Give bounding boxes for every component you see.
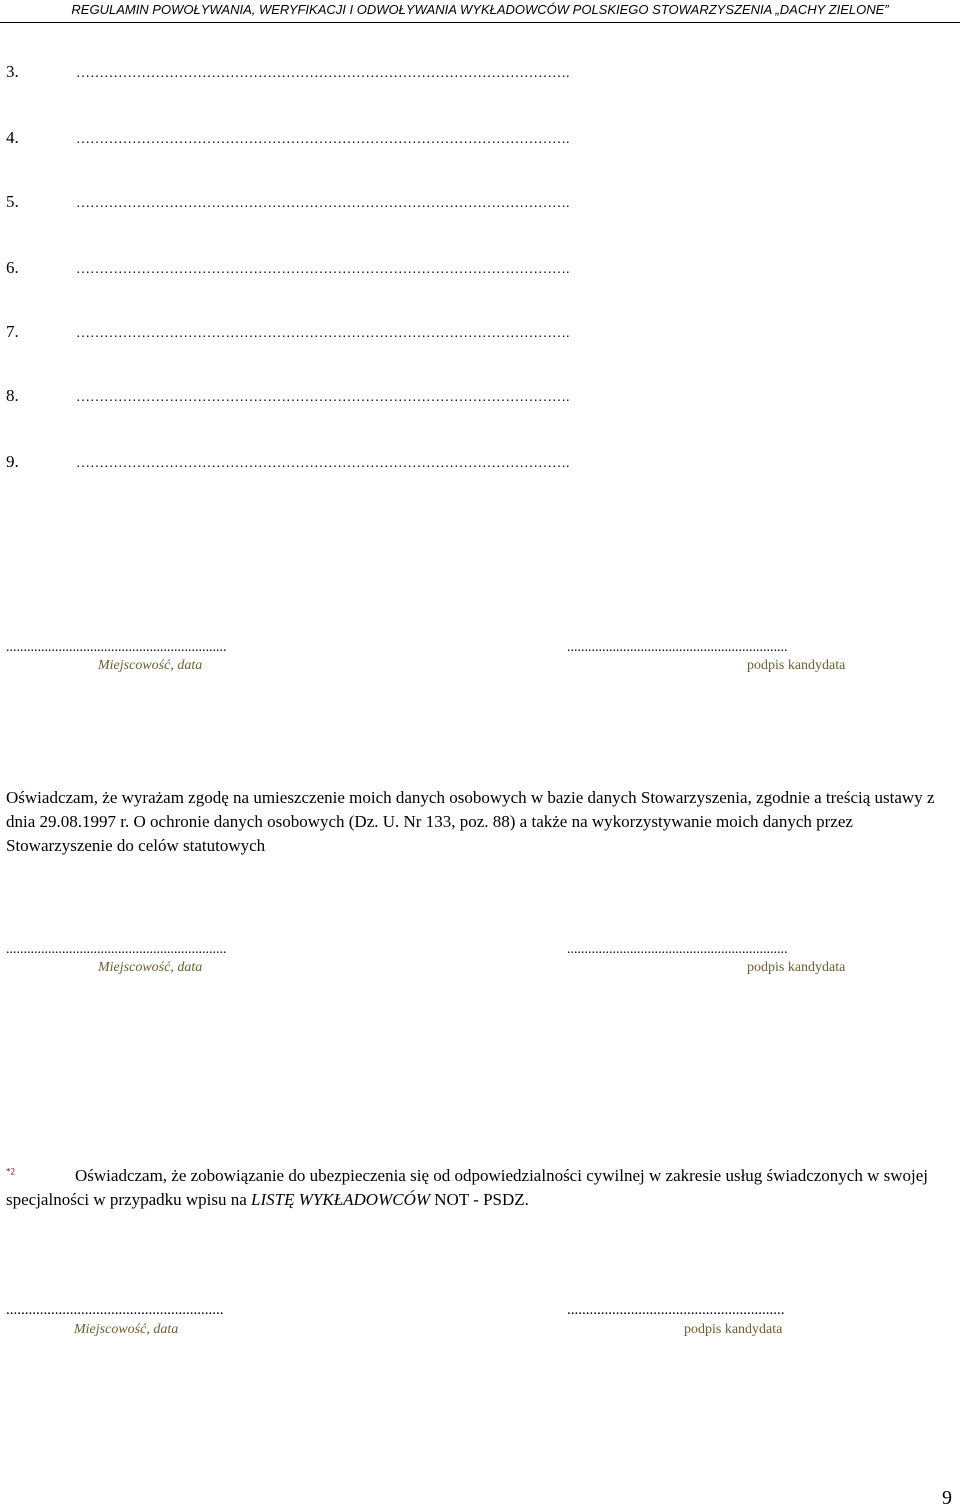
page-number: 9 — [942, 1487, 952, 1509]
fill-dots: ……………………………………………………………………………………………. — [76, 390, 570, 405]
place-date-label: Miejscowość, data — [98, 960, 203, 975]
fill-dots: ……………………………………………………………………………………………. — [76, 132, 570, 147]
signature-dots: ............................................................... — [567, 942, 788, 957]
signature-label: podpis kandydata — [747, 658, 846, 673]
fill-dots: ……………………………………………………………………………………………. — [76, 326, 570, 341]
place-date-dots: .......................................................... — [6, 1302, 224, 1318]
signature-label: podpis kandydata — [747, 960, 846, 975]
lecturer-list-name: LISTĘ WYKŁADOWCÓW — [251, 1190, 431, 1209]
signature-label: podpis kandydata — [684, 1322, 783, 1337]
place-date-label: Miejscowość, data — [98, 658, 203, 673]
line-number: 8. — [6, 386, 19, 405]
place-date-label: Miejscowość, data — [74, 1322, 179, 1337]
line-number: 3. — [6, 62, 19, 81]
line-number: 6. — [6, 258, 19, 277]
numbered-line-5 — [6, 192, 570, 214]
fill-dots: ……………………………………………………………………………………………. — [76, 66, 570, 81]
numbered-line-4 — [6, 128, 570, 150]
signature-dots: .......................................................... — [567, 1302, 785, 1318]
signature-dots: ............................................................... — [567, 640, 788, 655]
place-date-dots: ............................................................... — [6, 942, 227, 957]
fill-dots: ……………………………………………………………………………………………. — [76, 262, 570, 277]
fill-dots: ……………………………………………………………………………………………. — [76, 196, 570, 211]
numbered-line-8 — [6, 386, 570, 408]
line-number: 4. — [6, 128, 19, 147]
insurance-text-end: NOT - PSDZ. — [430, 1190, 529, 1209]
numbered-line-9 — [6, 452, 570, 474]
insurance-statement — [6, 1164, 956, 1212]
header-rule — [0, 22, 960, 23]
line-number: 5. — [6, 192, 19, 211]
fill-dots: ……………………………………………………………………………………………. — [76, 456, 570, 471]
numbered-line-7 — [6, 322, 570, 344]
footnote-mark: *2 — [6, 1166, 15, 1177]
document-header: REGULAMIN POWOŁYWANIA, WERYFIKACJI I ODWOŁYWANIA WYKŁADOWCÓW POLSKIEGO STOWARZYSZENIA „DACHY ZIELONE” — [71, 2, 889, 17]
numbered-line-3 — [6, 62, 570, 84]
insurance-text-start: Oświadczam, że zobowiązanie do ubezpieczenia się od odpowiedzialności cywilnej w zakresie usług świadczonych w swojej specjalności w przypadku wpisu na — [6, 1166, 928, 1209]
numbered-line-6 — [6, 258, 570, 280]
line-number: 9. — [6, 452, 19, 471]
data-consent-statement: Oświadczam, że wyrażam zgodę na umieszczenie moich danych osobowych w bazie danych Stowarzyszenia, zgodnie a treścią ustawy z dnia 29.08.1997 r. O ochronie danych osobowych (Dz. U. Nr 133, poz. 88) a także na wykorzystywanie moich danych przez Stowarzyszenie do celów statutowych — [6, 788, 935, 855]
line-number: 7. — [6, 322, 19, 341]
place-date-dots: ............................................................... — [6, 640, 227, 655]
